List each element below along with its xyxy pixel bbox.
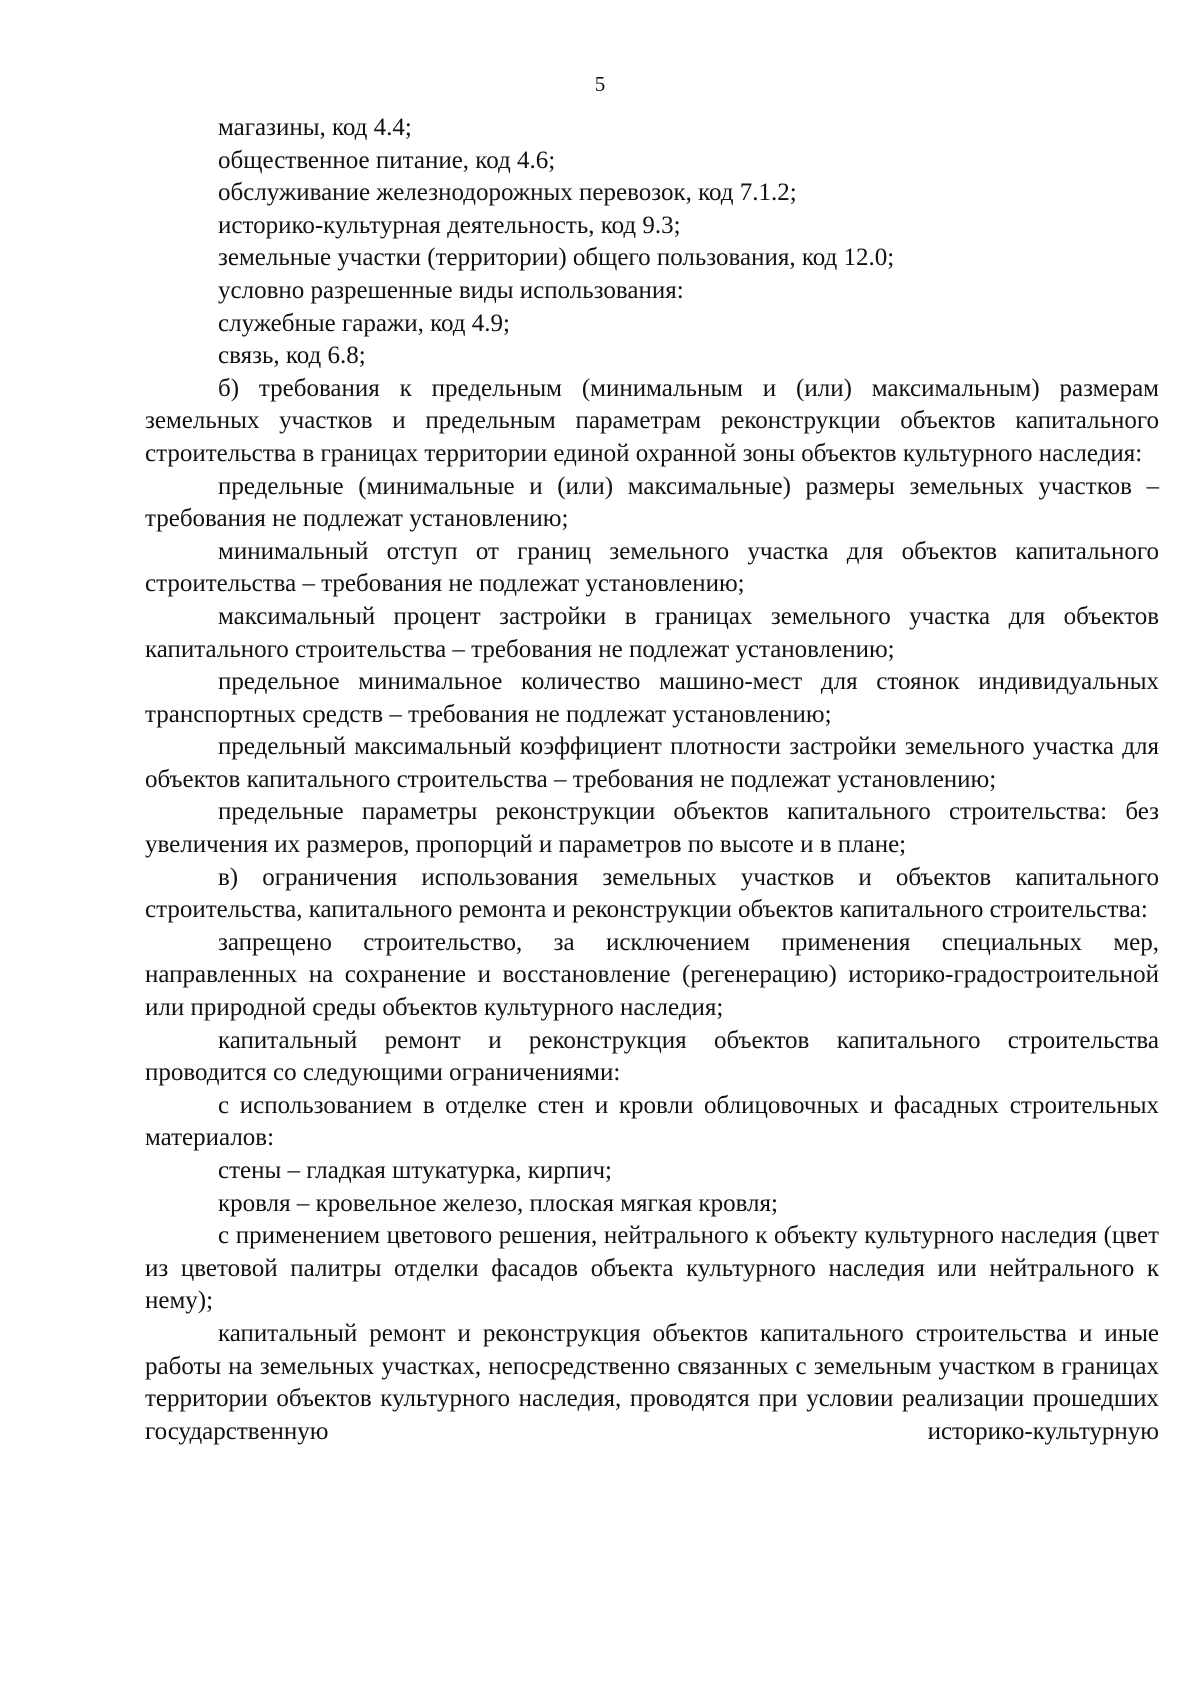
paragraph: минимальный отступ от границ земельного участка для объектов капитального строительства – требования не подлежат установлению;: [145, 537, 1159, 598]
paragraph: с использованием в отделке стен и кровли облицовочных и фасадных строительных материалов:: [145, 1091, 1159, 1152]
paragraph: служебные гаражи, код 4.9;: [218, 309, 510, 337]
paragraph: запрещено строительство, за исключением применения специальных мер, направленных на сохранение и восстановление (регенерацию) историко-градостроительной или природной среды объектов культурного наследия;: [145, 928, 1159, 1022]
paragraph: максимальный процент застройки в границах земельного участка для объектов капитального строительства – требования не подлежат установлению;: [145, 602, 1159, 663]
paragraph: б) требования к предельным (минимальным и (или) максимальным) размерам земельных участков и предельным параметрам реконструкции объектов капитального строительства в границах территории единой охранной зоны объектов культурного наследия:: [145, 374, 1159, 467]
paragraph: стены – гладкая штукатурка, кирпич;: [218, 1157, 613, 1184]
paragraph: капитальный ремонт и реконструкция объектов капитального строительства и иные работы на земельных участках, непосредственно связанных с земельным участком в границах территории объектов культурного наследия, проводятся при условии реализации прошедших государственную историко-культурную: [145, 1319, 1159, 1445]
paragraph: предельное минимальное количество машино-мест для стоянок индивидуальных транспортных средств – требования не подлежат установлению;: [145, 668, 1159, 728]
paragraph: общественное питание, код 4.6;: [218, 146, 556, 174]
paragraph: предельные параметры реконструкции объектов капитального строительства: без увеличения их размеров, пропорций и параметров по высоте и в плане;: [145, 798, 1159, 859]
paragraph: предельные (минимальные и (или) максимальные) размеры земельных участков – требования не подлежат установлению;: [145, 472, 1159, 533]
paragraph: земельные участки (территории) общего пользования, код 12.0;: [218, 244, 895, 272]
paragraph: кровля – кровельное железо, плоская мягкая кровля;: [218, 1189, 778, 1217]
paragraph: предельный максимальный коэффициент плотности застройки земельного участка для объектов капитального строительства – требования не подлежат установлению;: [145, 733, 1159, 793]
paragraph: с применением цветового решения, нейтрального к объекту культурного наследия (цвет из цветовой палитры отделки фасадов объекта культурного наследия или нейтрального к нему);: [145, 1222, 1159, 1315]
document-body: [145, 112, 1159, 1448]
paragraph: магазины, код 4.4;: [218, 114, 412, 141]
paragraph: в) ограничения использования земельных участков и объектов капитального строительства, капитального ремонта и реконструкции объектов капитального строительства:: [145, 863, 1159, 924]
page-number: 5: [594, 72, 606, 96]
paragraph: историко-культурная деятельность, код 9.3;: [218, 211, 681, 239]
paragraph: условно разрешенные виды использования:: [218, 276, 684, 304]
paragraph: связь, код 6.8;: [218, 342, 366, 370]
paragraph: капитальный ремонт и реконструкция объектов капитального строительства проводится со следующими ограничениями:: [145, 1026, 1159, 1087]
paragraph: обслуживание железнодорожных перевозок, код 7.1.2;: [218, 179, 797, 207]
